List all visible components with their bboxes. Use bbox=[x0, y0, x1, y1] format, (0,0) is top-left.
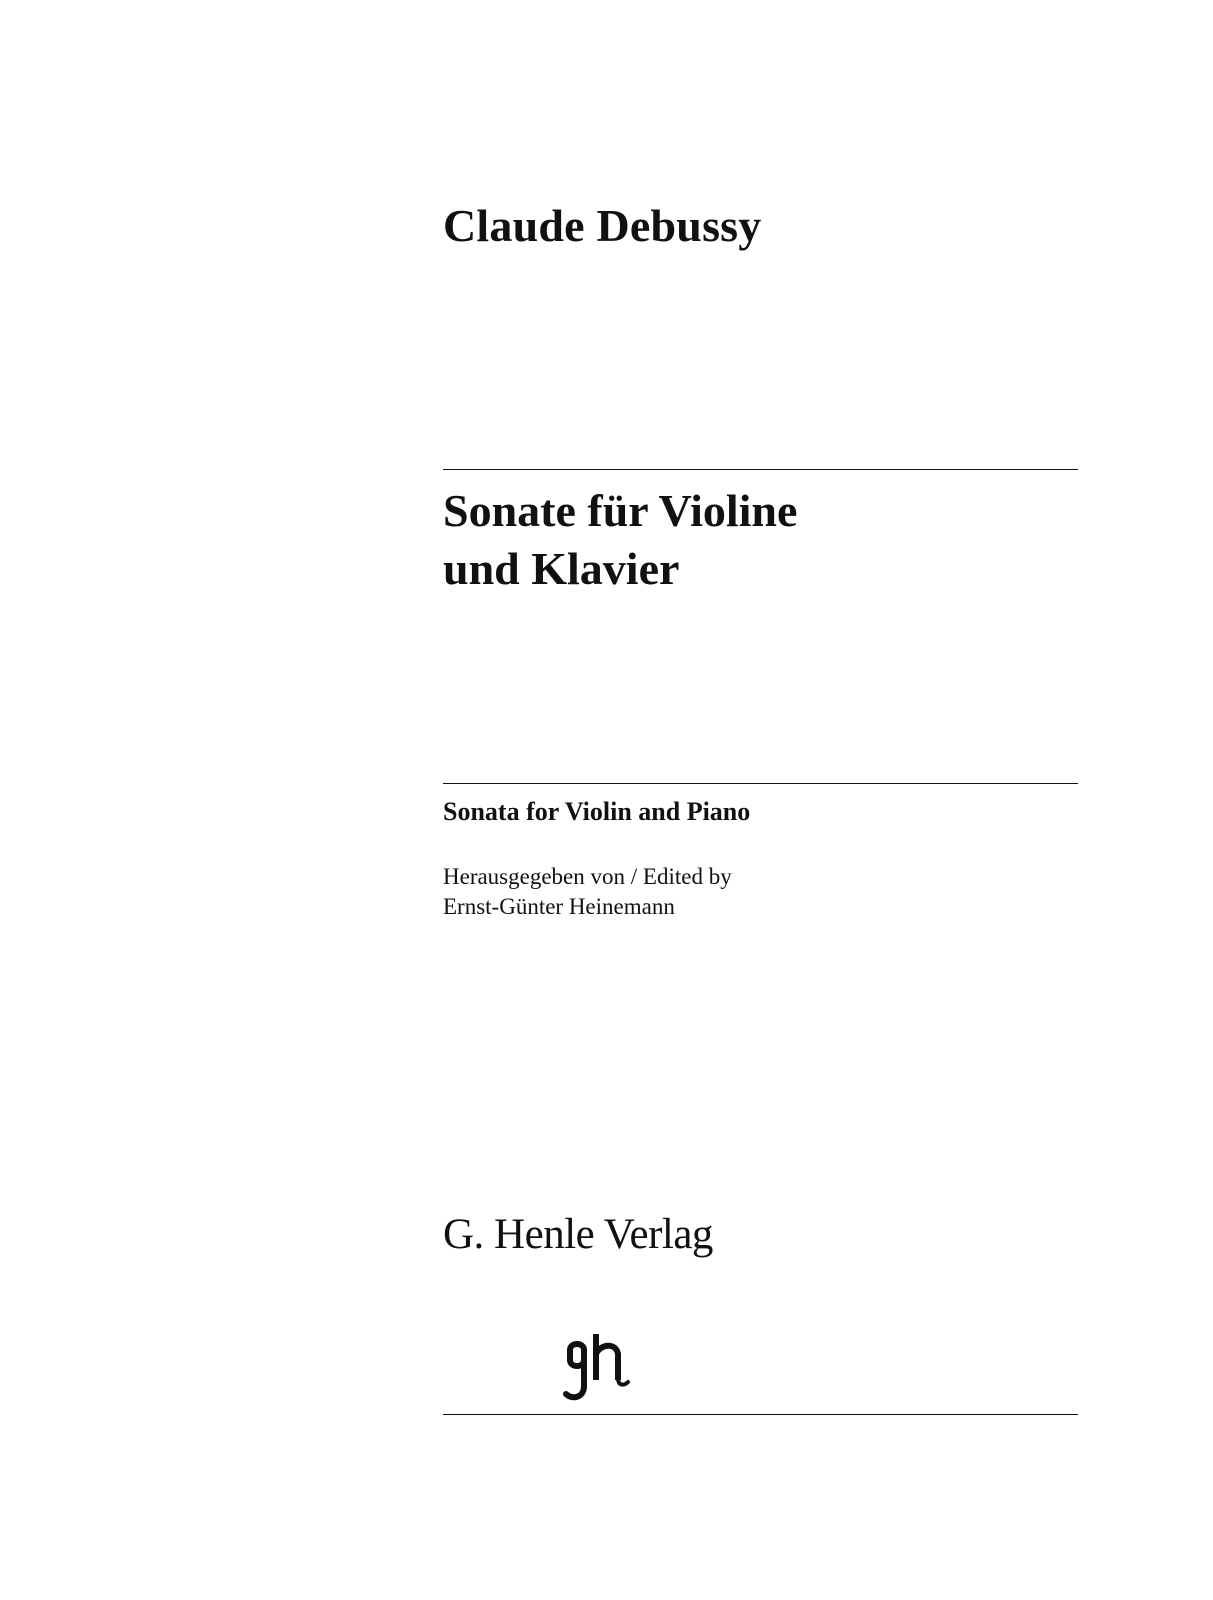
title-english: Sonata for Violin and Piano bbox=[443, 797, 751, 826]
divider-middle bbox=[443, 783, 1078, 784]
editor-name: Ernst-Günter Heinemann bbox=[443, 894, 675, 919]
editor-credit bbox=[443, 862, 732, 922]
title-german-line-2: und Klavier bbox=[443, 543, 680, 594]
publisher-name: G. Henle Verlag bbox=[443, 1211, 713, 1258]
divider-top bbox=[443, 469, 1078, 470]
henle-logo-icon bbox=[562, 1330, 632, 1404]
title-german-line-1: Sonate für Violine bbox=[443, 485, 798, 536]
divider-bottom bbox=[443, 1414, 1078, 1415]
editor-label: Herausgegeben von / Edited by bbox=[443, 864, 732, 889]
title-german bbox=[443, 482, 797, 598]
composer-name: Claude Debussy bbox=[443, 200, 762, 251]
